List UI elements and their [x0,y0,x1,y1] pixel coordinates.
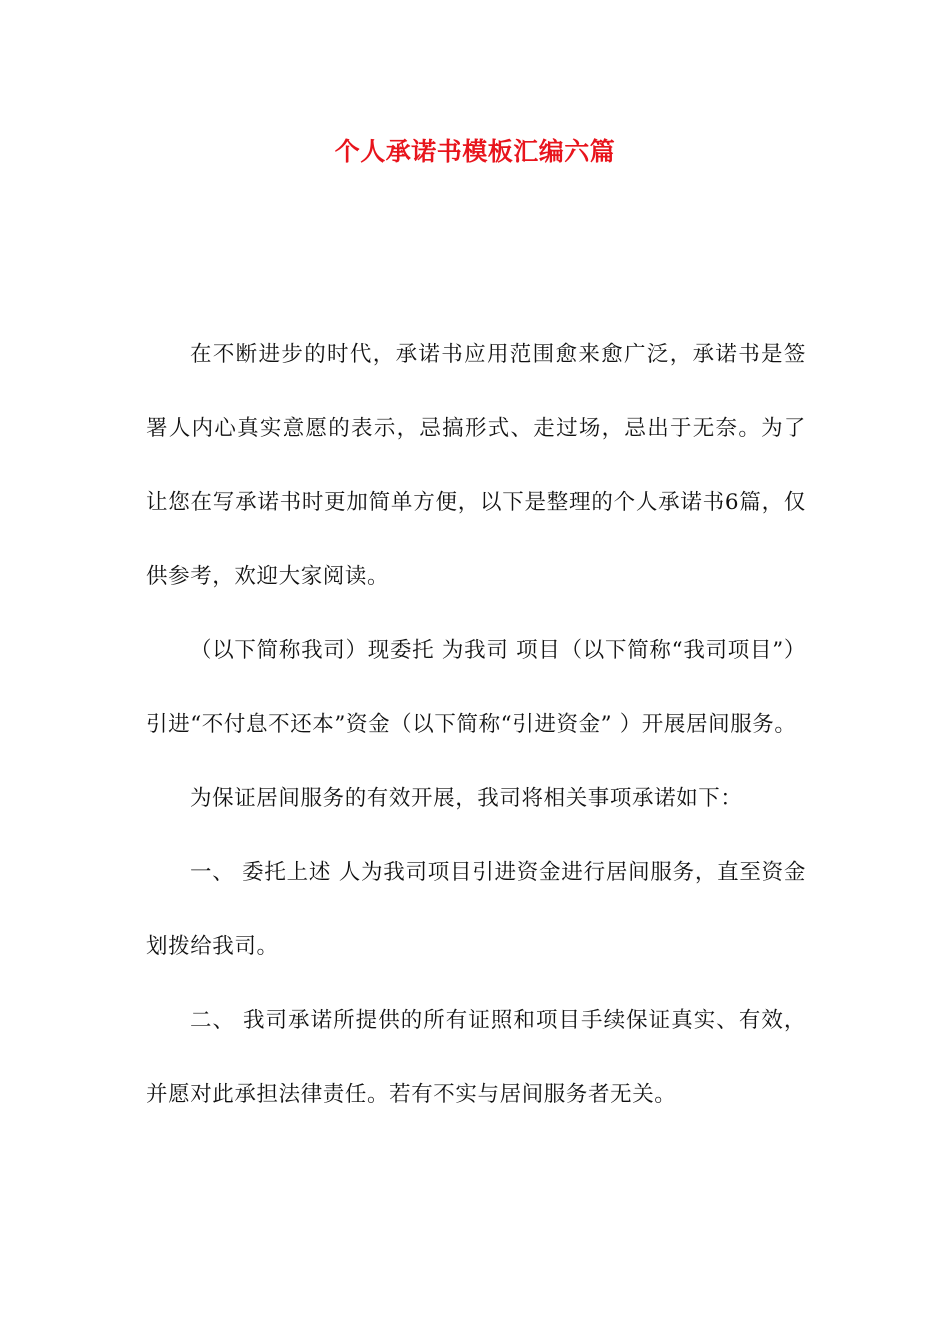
paragraph-item-1: 一、 委托上述 人为我司项目引进资金进行居间服务，直至资金划拨给我司。 [146,860,806,959]
paragraph-delegation: （以下简称我司）现委托 为我司 项目（以下简称“我司项目”）引进“不付息不还本”资金（以下简称“引进资金” ）开展居间服务。 [146,638,806,737]
document-body [146,318,806,1132]
paragraph-commitment-lead: 为保证居间服务的有效开展，我司将相关事项承诺如下： [190,786,743,811]
document-title: 个人承诺书模板汇编六篇 [334,137,616,166]
paragraph-item-2: 二、 我司承诺所提供的所有证照和项目手续保证真实、有效，并愿对此承担法律责任。若有不实与居间服务者无关。 [146,1008,806,1107]
paragraph-intro: 在不断进步的时代，承诺书应用范围愈来愈广泛，承诺书是签署人内心真实意愿的表示，忌搞形式、走过场，忌出于无奈。为了让您在写承诺书时更加简单方便，以下是整理的个人承诺书6篇，仅供参考，欢迎大家阅读。 [146,342,806,589]
